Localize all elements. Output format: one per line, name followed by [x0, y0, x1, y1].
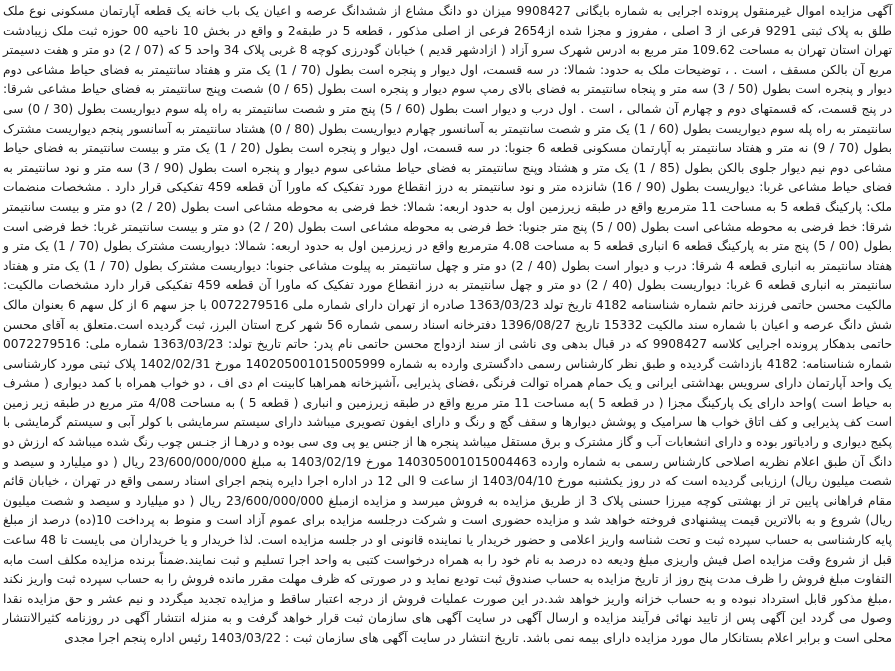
notice-body: آگهی مزایده اموال غیرمنقول پرونده اجرایی به شماره بایگانی 9908427 میزان دو دانگ مشاع از ششدانگ عرصه و اعیان یک باب خانه یک قطعه آپارتمان مسکونی نوع ملک طلق به پلاک ثبتی 9291 فرعی از 3 اصلی ، مفروز و مجزا شده از2654 فرعی از اصلی مذکور ، قطعه 5 در طبقه2 و واقع در بخش 10 ناحیه 00 حوزه ثبت ملک زیبادشت تهران استان تهران به مساحت 109.62 متر مربع به ادرس شهرک سرو آزاد ( ازادشهر قدیم ) خیابان گودرزی کوچه 8 غربی پلاک 34 واحد 5 که (07 / 2) دو متر و هفت دسیمتر مربع آن بالکن مسقف ، است . ، توضیحات ملک به حدود: شمالا: در سه قسمت، اول دیوار و پنجره است بطول (70 / 1) یک متر و هفتاد سانتیمتر به فضای حیاط مشاعی دوم دیوار و پنجره است بطول (50 / 3) سه متر و پنجاه سانتیمتر به فضای بالای رمپ سوم دیوار و پنجره است بطول (65 / 0) شصت وپنج سانتیمتر به فضای حیاط مشاعی شرقا: در پنج قسمت، که قسمتهای دوم و چهارم آن شمالی ، است . اول درب و دیوار است بطول (60 / 5) پنج متر و شصت سانتیمتر به راه پله سوم دیواریست بطول (30 / 0) سی سانتیمتر به راه پله سوم دیواریست بطول (60 / 1) یک متر و شصت سانتیمتر به آسانسور چهارم دیواریست بطول (80 / 0) هشتاد سانتیمتر به آسانسور پنجم دیواریست مشترک بطول (70 / 9) نه متر و هفتاد سانتیمتر به آپارتمان مسکونی قطعه 6 جنوبا: در سه قسمت، اول دیوار و پنجره است بطول (20 / 1) یک متر و بیست سانتیمتر به فضای حیاط مشاعی دوم نیم دیوار جلوی بالکن بطول (85 / 1) یک متر و هشتاد وپنج سانتیمتر به فضای حیاط مشاعی سوم دیوار و پنجره است بطول (90 / 3) سه متر و نود سانتیمتر به فضای حیاط مشاعی غربا: دیواریست بطول (90 / 16) شانزده متر و نود سانتیمتر به درز انقطاع مورد تفکیک که ماورا آن قطعه 459 تفکیکی قرار دارد . مشخصات منضمات ملک: پارکینگ قطعه 5 به مساحت 11 مترمربع واقع در طبقه زیرزمین اول به حدود اربعه: شمالا: خط فرضی به محوطه مشاعی است بطول (20 / 2) دو متر و بیست سانتیمتر شرقا: خط فرضی به محوطه مشاعی است بطول (00 / 5) پنج متر جنوبا: خط فرضی به محوطه مشاعی است بطول (20 / 2) دو متر و بیست سانتیمتر غربا: خط فرضی است بطول (00 / 5) پنج متر به پارکینگ قطعه 6 انباری قطعه 5 به مساحت 4.08 مترمربع واقع در زیرزمین اول به حدود اربعه: شمالا: دیواریست مشترک بطول (70 / 1) یک متر و هفتاد سانتیمتر به انباری قطعه 4 شرقا: درب و دیوار است بطول (40 / 2) دو متر و چهل سانتیمتر به پیلوت مشاعی جنوبا: دیواریست مشترک بطول (70 / 1) یک متر و هفتاد سانتیمتر به انباری قطعه 6 غربا: دیواریست بطول (40 / 2) دو متر و چهل سانتیمتر به درز انقطاع مورد تفکیک که ماورا آن قطعه 459 تفکیکی قرار دارد مشخصات مالکیت: مالکیت محسن حاتمی فرزند حاتم شماره شناسنامه 4182 تاریخ تولد 1363/03/23 صادره از تهران دارای شماره ملی 0072279516 با جز سهم 6 از کل سهم 6 بعنوان مالک شش دانگ عرصه و اعیان با شماره سند مالکیت 15332 تاریخ 1396/08/27 دفترخانه اسناد رسمی شماره 56 شهر کرج استان البرز، ثبت گردیده است.متعلق به آقای محسن حاتمی بدهکار پرونده اجرایی کلاسه 9908427 که در قبال بدهی وی ناشی از سند ازدواج محسن حاتمی نام پدر: حاتم تاریخ تولد: 1363/03/23 شماره ملی: 0072279516 شماره شناسنامه: 4182 بازداشت گردیده و طبق نظر کارشناس رسمی دادگستری وارده به شماره 140205001015005999 مورخ 1402/02/31 پلاک ثبتی مورد کارشناسی یک واحد آپارتمان دارای سرویس بهداشتی ایرانی و یک حمام همراه توالت فرنگی ،فضای پذیرایی ،آشپزخانه همراهبا کابینت ام دی اف ، دو خواب همراه با کمد دیواری ( مشرف به حیاط است )واحد دارای یک پارکینگ مجزا ( در قطعه 5 )به مساحت 11 متر مربع واقع در طبقه زیرزمین و انباری ( قطعه 5 ) به مساحت 4/08 متر مربع در طبقه زیر زمین است کف پذیرایی و کف اتاق خواب ها سرامیک و پوشش دیوارها و سقف گچ و رنگ و دارای ایفون تصویری میباشد دارای سیستم سرمایشی با کولر آبی و سیستم گرمایشی با پکیج دیواری و رادیاتور بوده و دارای انشعابات آب و گاز مشترک و برق مستقل میباشد پنجره ها از جنس یو پی وی سی بوده و درهـا از جنـس چوب رنگ شده میباشد که ارزش دو دانگ آن طبق اعلام نظریه اصلاحی کارشناس رسمی به شماره وارده 140305001015004463 مورخ 1403/02/19 به مبلغ 23/600/000/000 ریال ( دو میلیارد و سیصد و شصت میلیون ریال) ارزیابی گردیده است که در روز یکشنبه مورخ 1403/04/10 از ساعت 9 الی 12 در اداره اجرا دایره پنجم اجرای اسناد رسمی واقع در تهران ، خیابان قائم مقام فراهانی پایین تر از بهشتی کوچه میرزا حسنی پلاک 3 از طریق مزایده به فروش میرسد و مزایده ازمبلغ 23/600/000/000 ریال ( دو میلیارد و سیصد و شصت میلیون ریال) شروع و به بالاترین قیمت پیشنهادی فروخته خواهد شد و مزایده حضوری است و شرکت درجلسه مزایده برای عموم آزاد است و منوط به پرداخت 10(ده) درصد از مبلغ پایه کارشناسی به حساب سپرده ثبت و تحت شناسه واریز اعلامی و حضور خریدار یا نماینده قانونی او در جلسه مزایده است. لذا خریدار و یا خریداران می بایست تا 48 ساعت قبل از شروع وقت مزایده اصل فیش واریزی مبلغ ودیعه ده درصد به نام خود را به همراه درخواست کتبی به واحد اجرا تسلیم و ثبت نمایند.ضمناً برنده مزایده مکلف است مابه التفاوت مبلغ فروش را ظرف مدت پنج روز از تاریخ مزایده به حساب صندوق ثبت تودیع نماید و در صورتی که ظرف مهلت مقرر مانده فروش را به حساب سپرده ثبت واریز نکند ،مبلغ مذکور قابل استرداد نبوده و به حساب خزانه واریز خواهد شد.در این صورت عملیات فروش از درجه اعتبار ساقط و مزایده تجدید میگردد و نیم عشر و حق مزایده نقدا وصول می گردد این آگهی پس از تایید نهائی فرآیند مزایده و ارسال آگهی در سایت آگهی های سازمان ثبت قرار خواهد گرفت و به منزله انتشار آگهی در روزنامه کثیرالانتشار محلی است و برابر اعلام بستانکار مال مورد مزایده دارای بیمه نمی باشد. تاریخ انتشار در سایت آگهی های سازمان ثبت : 1403/03/22 رئیس اداره پنجم اجرا مجدی	[3, 4, 893, 645]
